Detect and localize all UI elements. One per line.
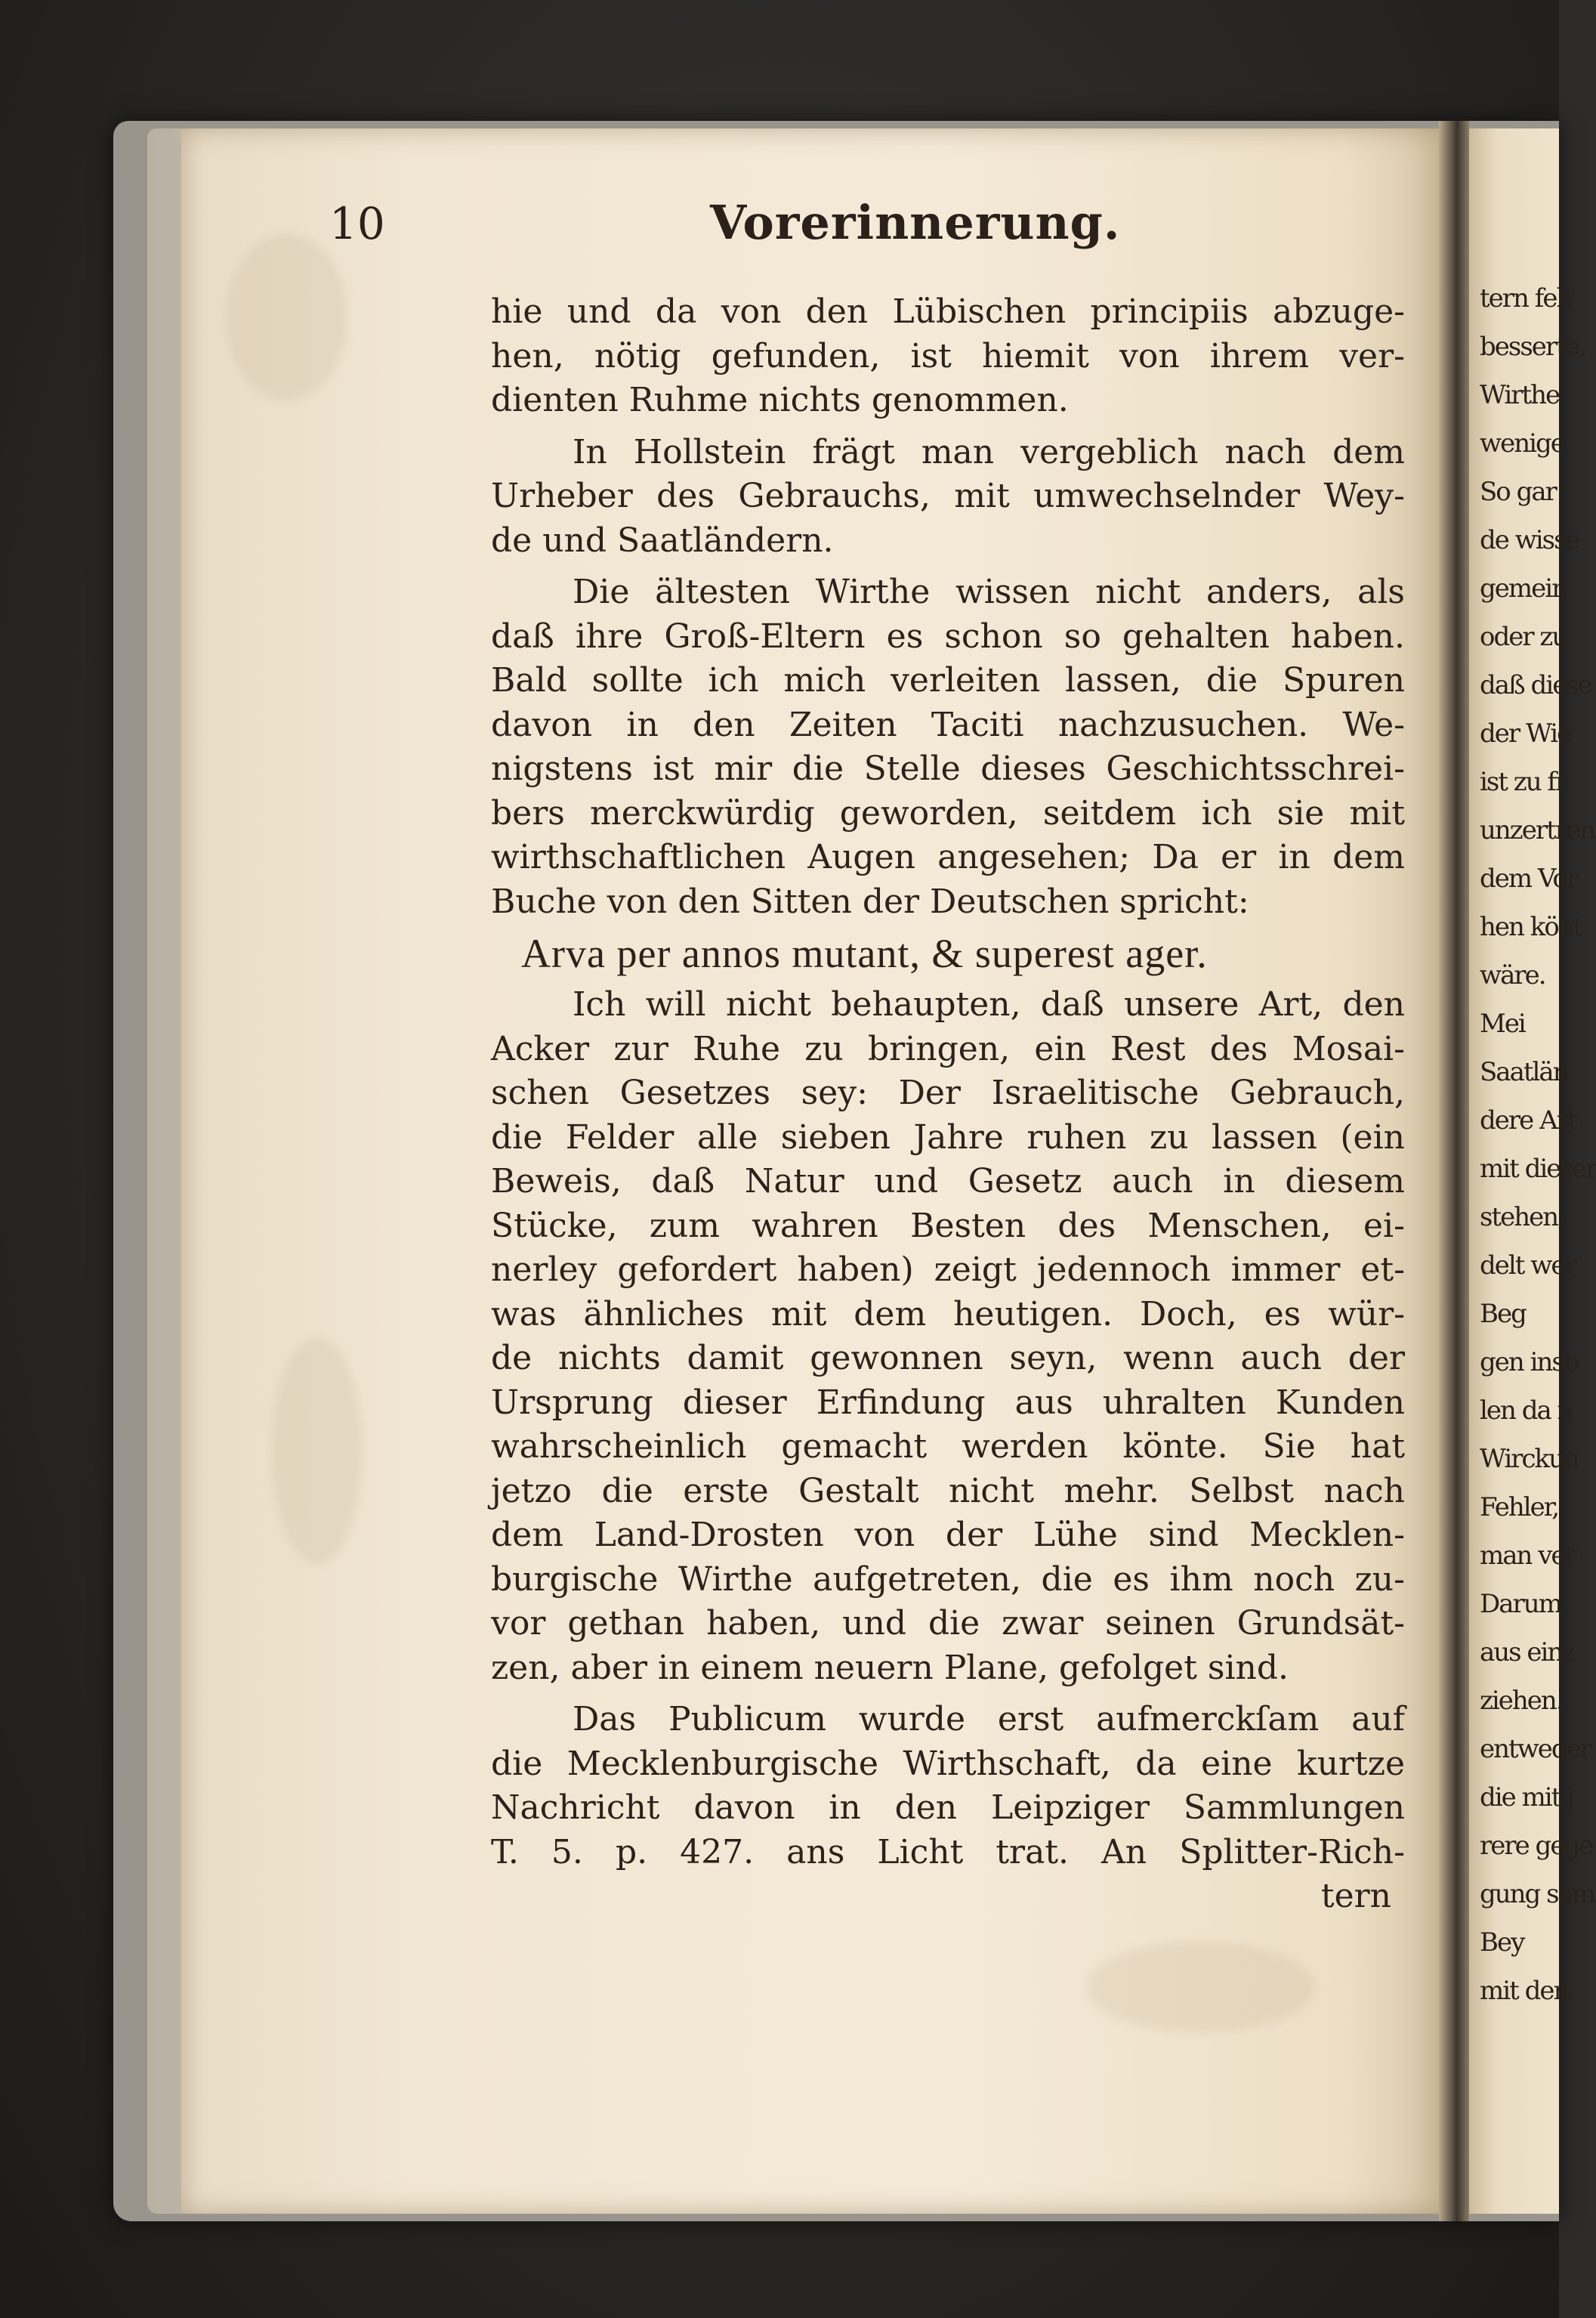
text-line: die Felder alle sieben Jahre ruhen zu lassen (ein [491, 1117, 1405, 1157]
text-line: dem Land-Drosten von der Lühe sind Mecklen- [491, 1516, 1405, 1554]
facing-page-line: rere gege [1480, 1831, 1593, 1861]
facing-page-line: Mei [1480, 1009, 1525, 1039]
text-line: de nichts damit gewonnen seyn, wenn auch der [491, 1339, 1405, 1377]
page-number: 10 [329, 198, 385, 249]
facing-page-line: besserte, [1480, 332, 1585, 362]
text-line: Beweis, daß Natur und Gesetz auch in diesem [491, 1162, 1405, 1201]
facing-page-line: So gar [1480, 477, 1556, 507]
facing-page-line: wäre. [1480, 960, 1545, 991]
text-line: jetzo die erste Gestalt nicht mehr. Selbst nach [491, 1471, 1405, 1510]
text-line: de und Saatländern. [491, 521, 834, 560]
facing-page-line: Fehler, [1480, 1492, 1559, 1522]
latin-quotation: Arva per annos mutant, & superest ager. [521, 931, 1208, 976]
facing-page-line: gemein [1480, 573, 1567, 604]
facing-page-line: Darum [1480, 1589, 1561, 1619]
text-line: T. 5. p. 427. ans Licht trat. An Splitter-Rich- [491, 1832, 1405, 1871]
facing-page-line: gen insb [1480, 1347, 1579, 1377]
facing-page-line: dem Vor [1480, 864, 1578, 894]
text-line: was ähnliches mit dem heutigen. Doch, es wür- [491, 1294, 1405, 1334]
facing-page-line: len da n [1480, 1395, 1573, 1426]
facing-page-line: der Wie [1480, 719, 1571, 749]
facing-page-line: delt wer [1480, 1250, 1576, 1281]
text-line: Nachricht davon in den Leipziger Sammlungen [491, 1788, 1405, 1827]
text-line: die Mecklenburgische Wirthschaft, da eine kurtze [491, 1744, 1405, 1783]
text-line: Buche von den Sitten der Deutschen spricht: [491, 882, 1249, 921]
facing-page-line: tern feh [1480, 283, 1572, 314]
facing-page-line: Beg [1480, 1299, 1526, 1329]
facing-page-line: unzertren [1480, 815, 1595, 845]
facing-page [1469, 128, 1596, 2214]
book-gutter [1439, 121, 1469, 2221]
facing-page-line: Wirckun [1480, 1444, 1579, 1474]
text-line: schen Gesetzes sey: Der Israelitische Gebrauch, [491, 1074, 1405, 1112]
facing-page-line: ziehen. [1480, 1686, 1563, 1716]
text-line: Die ältesten Wirthe wissen nicht anders, als [573, 573, 1405, 611]
facing-page-line: mit dieser [1480, 1154, 1596, 1184]
text-line: daß ihre Groß-Eltern es schon so gehalten haben. [491, 617, 1405, 656]
catchword: tern [1320, 1877, 1391, 1915]
text-line: burgische Wirthe aufgetreten, die es ihm noch zu- [491, 1559, 1405, 1599]
text-line: Ursprung dieser Erfindung aus uhralten Kunden [491, 1383, 1405, 1422]
facing-page-line: Wirthe, [1480, 380, 1566, 410]
facing-page-line: Bey [1480, 1927, 1524, 1958]
text-line: In Hollstein frägt man vergeblich nach dem [573, 432, 1405, 471]
text-line: vor gethan haben, und die zwar seinen Grundsät- [491, 1604, 1405, 1643]
facing-page-line: wenige [1480, 428, 1564, 459]
text-line: bers merckwürdig geworden, seitdem ich sie mit [491, 793, 1405, 833]
text-line: wahrscheinlich gemacht werden könte. Sie hat [491, 1427, 1405, 1466]
text-line: hie und da von den Lübischen principiis abzuge- [491, 292, 1405, 331]
text-line: nigstens ist mir die Stelle dieses Geschichtsschrei- [491, 749, 1405, 788]
text-line: Ich will nicht behaupten, daß unsere Art, den [573, 985, 1405, 1024]
facing-page-line: man ver [1480, 1541, 1576, 1571]
text-line: davon in den Zeiten Taciti nachzusuchen. We- [491, 705, 1405, 744]
facing-page-line: die mit j [1480, 1782, 1573, 1813]
text-line: dienten Ruhme nichts genommen. [491, 381, 1069, 419]
facing-page-line: hen könt [1480, 912, 1582, 942]
text-line: nerley gefordert haben) zeigt jedennoch immer et- [491, 1250, 1405, 1289]
facing-page-line: oder zu [1480, 622, 1567, 652]
facing-page-line: aus einz [1480, 1637, 1575, 1667]
text-line: Das Publicum wurde erst aufmerckſam auf [573, 1700, 1405, 1738]
text-line: hen, nötig gefunden, ist hiemit von ihrem ver- [491, 336, 1405, 376]
facing-page-line: de wisse [1480, 525, 1579, 555]
text-line: Acker zur Ruhe zu bringen, ein Rest des Mosai- [491, 1029, 1405, 1068]
facing-page-line: dere Art [1480, 1105, 1576, 1136]
text-line: Stücke, zum wahren Besten des Menschen, ei- [491, 1206, 1405, 1245]
facing-page-line: Saatlän [1480, 1057, 1568, 1087]
facing-page-line: gung sam [1480, 1879, 1595, 1909]
facing-page-line: daß diese [1480, 670, 1591, 700]
text-line: zen, aber in einem neuern Plane, gefolget sind. [491, 1648, 1289, 1687]
running-title: Vorerinnerung. [710, 195, 1121, 250]
facing-page-line: stehen; [1480, 1202, 1565, 1232]
facing-page-line: ist zu fr [1480, 767, 1567, 797]
text-line: wirthschaftlichen Augen angesehen; Da er in dem [491, 838, 1405, 876]
text-line: Bald sollte ich mich verleiten lassen, die Spuren [491, 661, 1405, 700]
facing-page-line: entweder [1480, 1734, 1591, 1764]
body-text [491, 290, 1405, 1919]
text-line: Urheber des Gebrauchs, mit umwechselnder Wey- [491, 477, 1405, 515]
facing-page-line: mit den [1480, 1976, 1569, 2006]
